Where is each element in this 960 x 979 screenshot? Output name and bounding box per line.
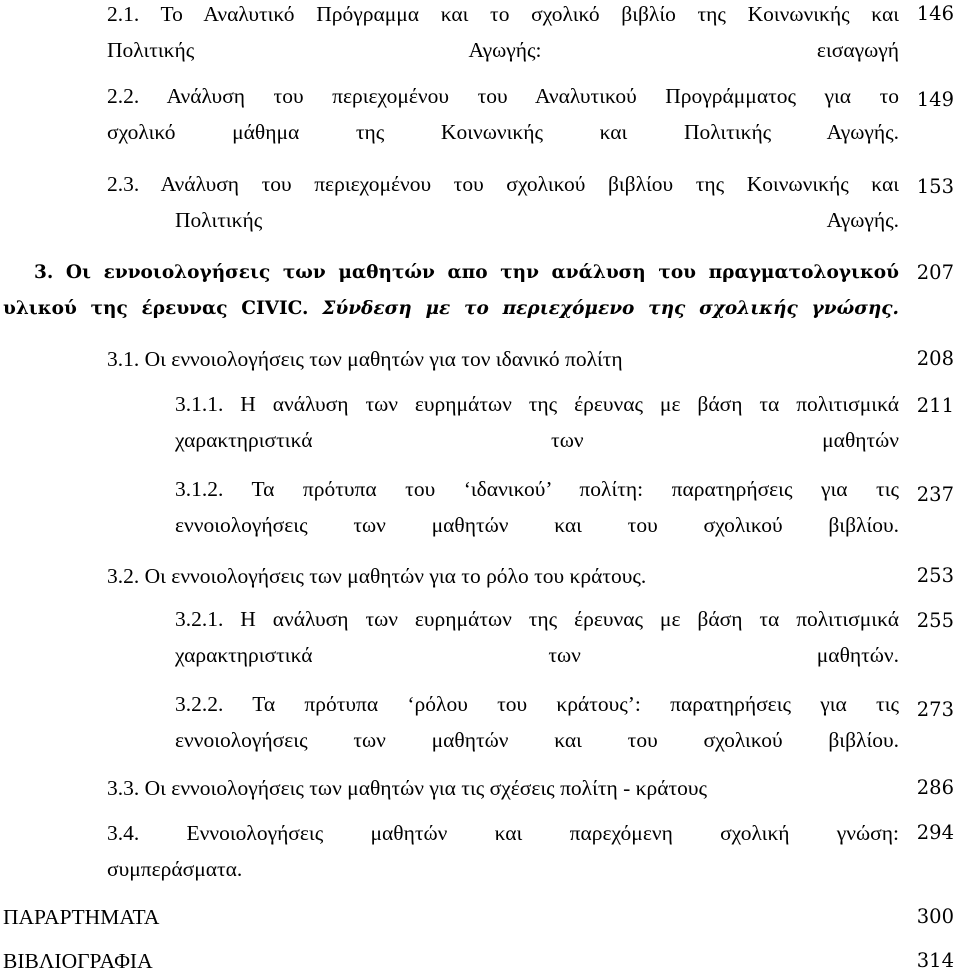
toc-entry-2-1-line2: Πολιτικής Αγωγής: εισαγωγή xyxy=(107,38,899,62)
toc-entry-2-3-line2: Πολιτικής Αγωγής. xyxy=(175,208,899,232)
toc-page-3-4: 294 xyxy=(916,821,954,844)
toc-entry-3-line2b: Σύνδεση με το περιεχόμενο της σχολικής γνώσης. xyxy=(322,298,899,319)
toc-entry-3-line2 xyxy=(3,291,899,327)
toc-entry-3-2 xyxy=(107,558,907,594)
toc-entry-3-line2a: υλικού της έρευνας CIVIC. xyxy=(3,298,309,319)
toc-entry-3-1-line1: 3.1. Οι εννοιολογήσεις των μαθητών για τον ιδανικό πολίτη xyxy=(107,347,623,371)
toc-entry-2-3 xyxy=(107,166,899,238)
toc-entry-3-3-line1: 3.3. Οι εννοιολογήσεις των μαθητών για τις σχέσεις πολίτη - κράτους xyxy=(107,776,708,800)
toc-entry-bibliography-label: ΒΙΒΛΙΟΓΡΑΦΙΑ xyxy=(3,949,153,973)
toc-page-2-1: 146 xyxy=(916,2,954,25)
toc-entry-appendices xyxy=(3,899,403,935)
toc-entry-appendices-label: ΠΑΡΑΡΤΗΜΑΤΑ xyxy=(3,905,160,929)
toc-entry-2-1 xyxy=(107,0,899,68)
toc-page-bibliography: 314 xyxy=(916,949,954,972)
toc-entry-3-1-2-line1: 3.1.2. Τα πρότυπα του ‘ιδανικού’ πολίτη: παρατηρήσεις για τις xyxy=(175,477,899,501)
toc-entry-3-2-1-line2: χαρακτηριστικά των μαθητών. xyxy=(175,643,899,667)
toc-page-2-2: 149 xyxy=(916,88,954,111)
toc-entry-3-2-1 xyxy=(175,601,899,673)
toc-page-appendices: 300 xyxy=(916,905,954,928)
toc-entry-3-1-2 xyxy=(175,471,899,543)
toc-entry-3-line1: 3. Οι εννοιολογήσεις των μαθητών απο την ανάλυση του πραγματολογικού xyxy=(34,262,899,283)
toc-page-2-3: 153 xyxy=(916,175,954,198)
toc-entry-3-4-line1: 3.4. Εννοιολογήσεις μαθητών και παρεχόμενη σχολική γνώση: xyxy=(107,821,899,845)
toc-entry-3-2-2-line2: εννοιολογήσεις των μαθητών και του σχολικού βιβλίου. xyxy=(175,728,899,752)
toc-entry-3-2-2 xyxy=(175,686,899,758)
toc-page-3-1: 208 xyxy=(916,347,954,370)
toc-page-3-2: 253 xyxy=(916,564,954,587)
toc-entry-3-1-1-line2: χαρακτηριστικά των μαθητών xyxy=(175,428,899,452)
toc-page-3-3: 286 xyxy=(916,776,954,799)
toc-page-3: 207 xyxy=(916,261,954,284)
toc-entry-3-1-1 xyxy=(175,386,899,458)
toc-entry-3-2-1-line1: 3.2.1. Η ανάλυση των ευρημάτων της έρευνας με βάση τα πολιτισμικά xyxy=(175,607,899,631)
toc-entry-2-1-line1: 2.1. Το Αναλυτικό Πρόγραμμα και το σχολικό βιβλίο της Κοινωνικής και xyxy=(107,2,899,26)
toc-entry-bibliography xyxy=(3,943,403,979)
toc-entry-3-2-2-line1: 3.2.2. Τα πρότυπα ‘ρόλου του κράτους’: παρατηρήσεις για τις xyxy=(175,692,899,716)
toc-page-3-1-1: 211 xyxy=(916,394,954,417)
toc-entry-2-2-line1: 2.2. Ανάλυση του περιεχομένου του Αναλυτικού Προγράμματος για το xyxy=(107,84,899,108)
toc-entry-3-1-1-line1: 3.1.1. Η ανάλυση των ευρημάτων της έρευνας με βάση τα πολιτισμικά xyxy=(175,392,899,416)
toc-entry-3-1 xyxy=(107,341,907,377)
toc-entry-2-3-line1: 2.3. Ανάλυση του περιεχομένου του σχολικού βιβλίου της Κοινωνικής και xyxy=(107,172,899,196)
toc-entry-3-4-line2: συμπεράσματα. xyxy=(107,857,243,881)
toc-entry-3 xyxy=(3,255,899,327)
toc-page-3-1-2: 237 xyxy=(916,483,954,506)
toc-entry-2-2 xyxy=(107,78,899,150)
toc-page-3-2-2: 273 xyxy=(916,698,954,721)
toc-entry-3-4 xyxy=(107,815,899,887)
toc-page-3-2-1: 255 xyxy=(916,609,954,632)
toc-entry-3-1-2-line2: εννοιολογήσεις των μαθητών και του σχολικού βιβλίου. xyxy=(175,513,899,537)
toc-entry-3-3 xyxy=(107,770,907,806)
toc-entry-3-2-line1: 3.2. Οι εννοιολογήσεις των μαθητών για το ρόλο του κράτους. xyxy=(107,564,647,588)
toc-entry-2-2-line2: σχολικό μάθημα της Κοινωνικής και Πολιτικής Αγωγής. xyxy=(107,120,899,144)
